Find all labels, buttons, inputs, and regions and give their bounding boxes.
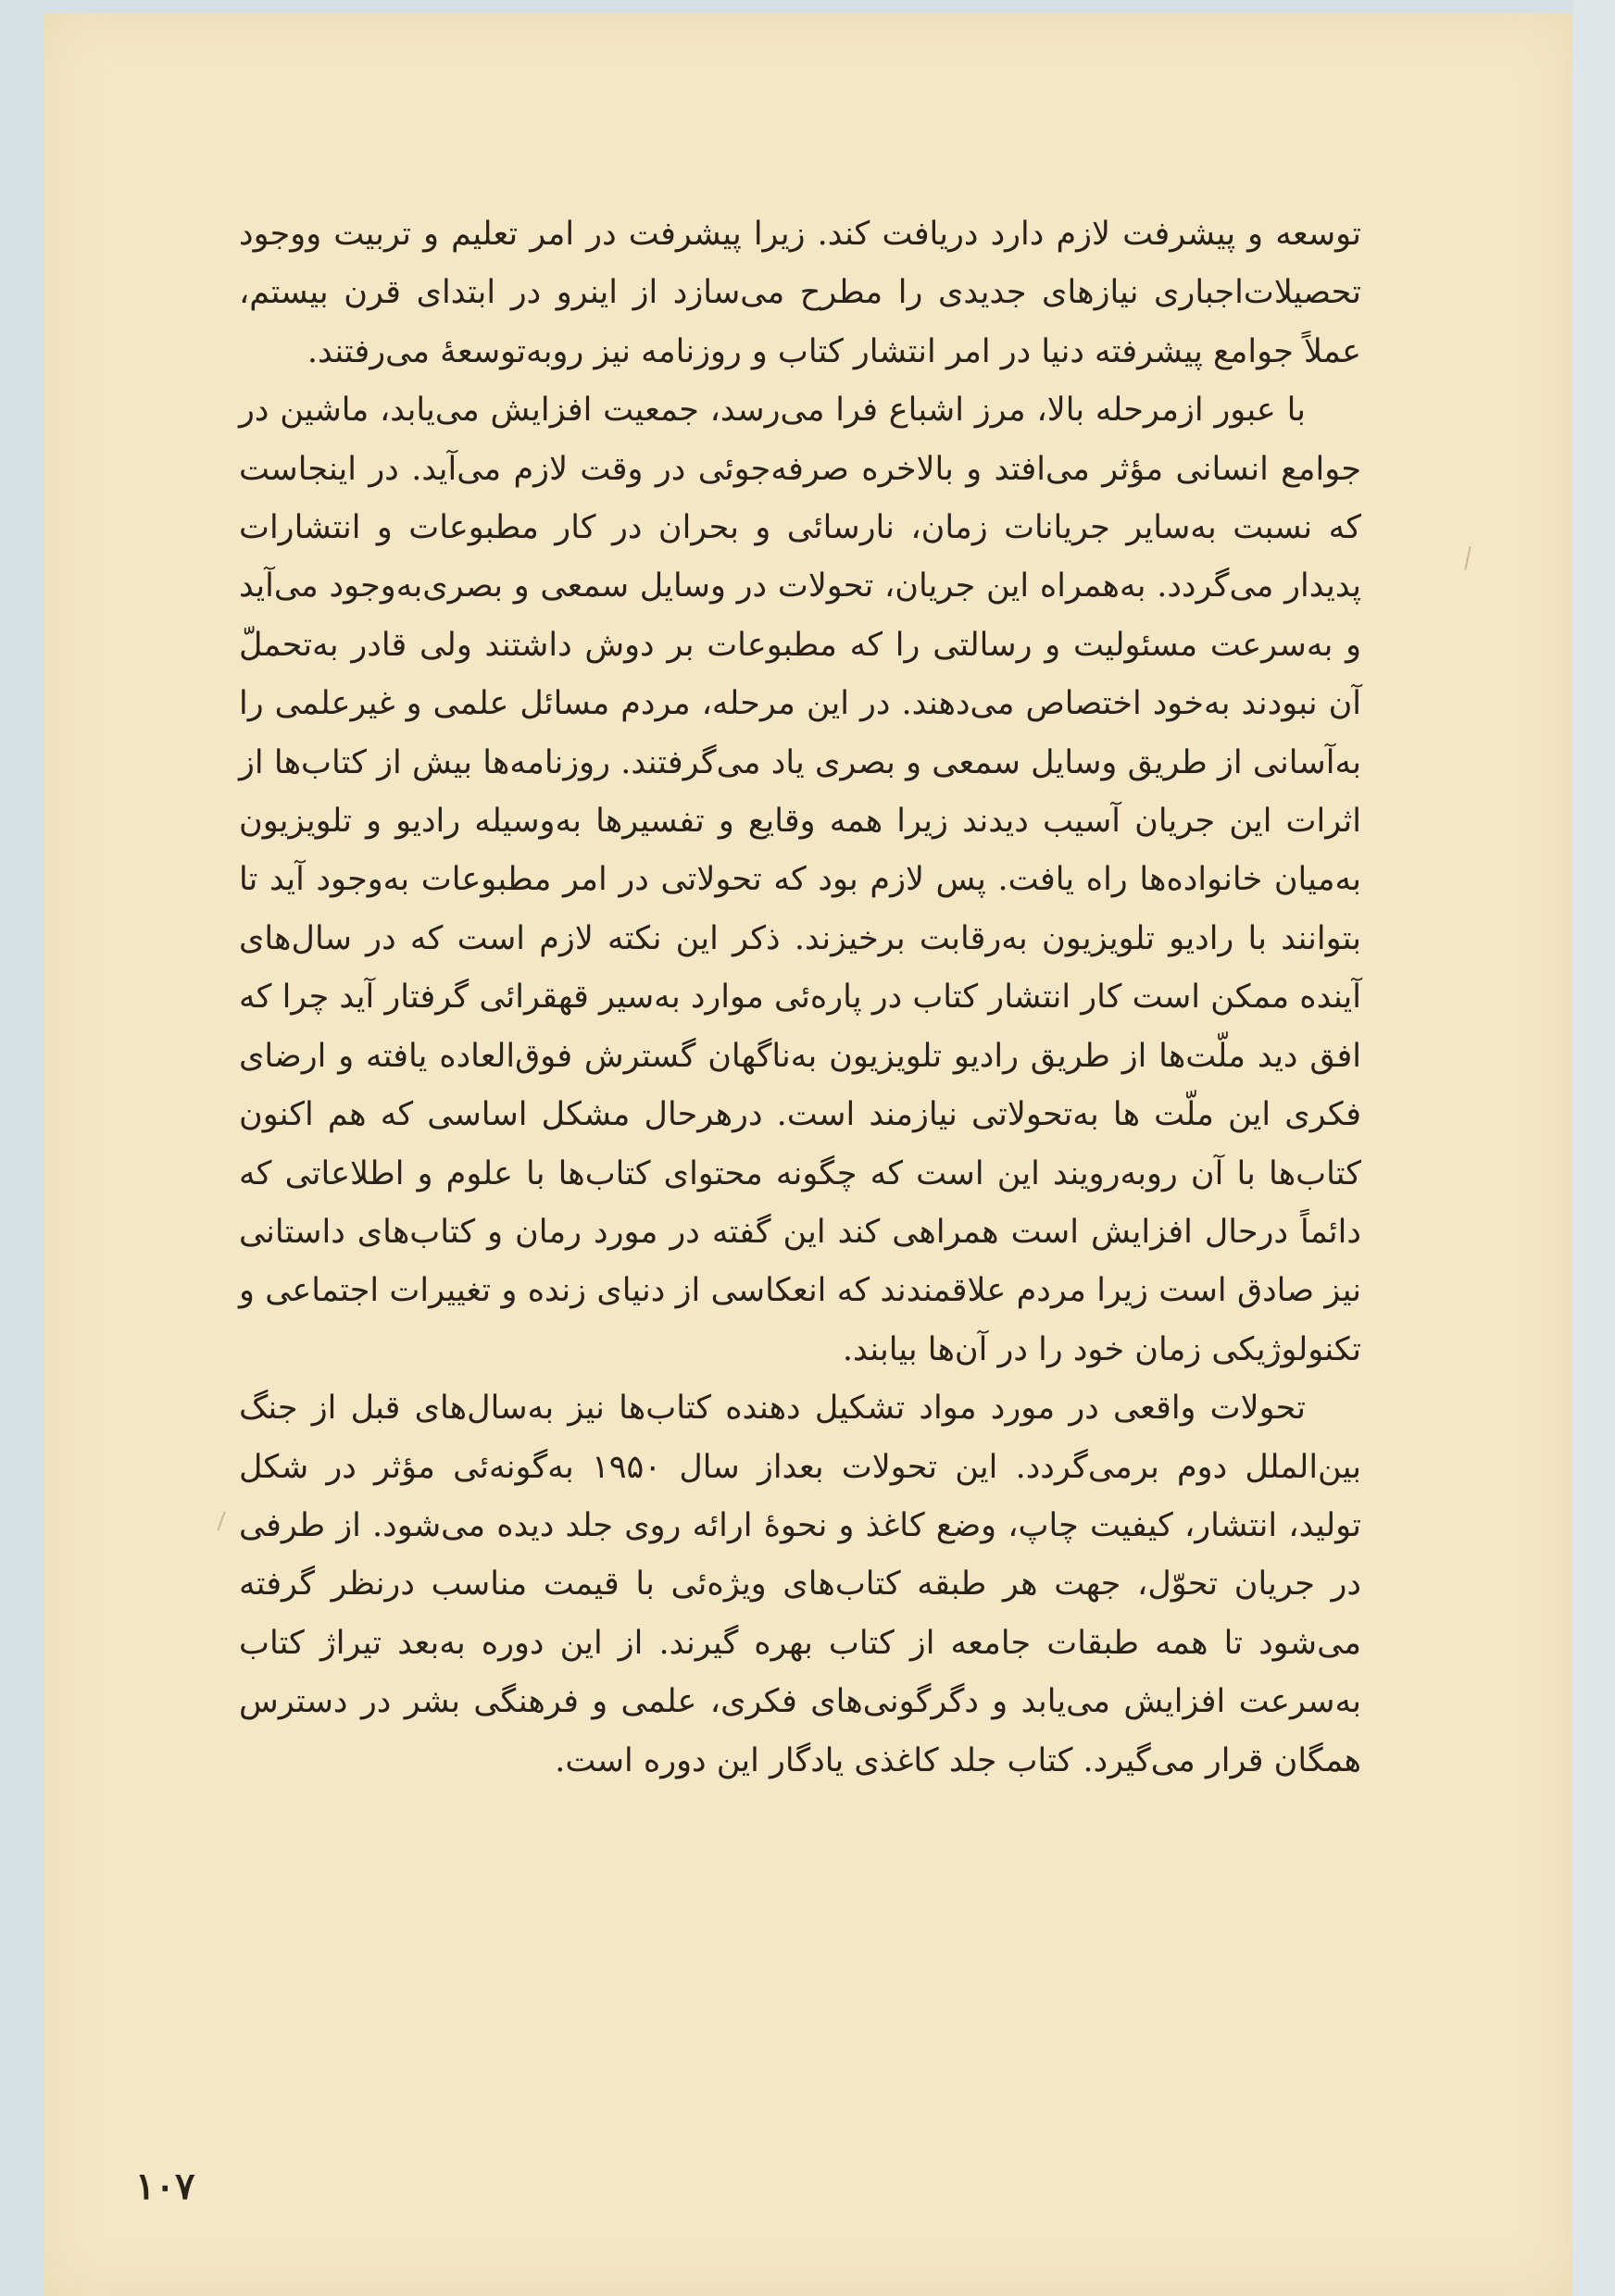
paragraph: تحولات واقعی در مورد مواد تشکیل دهنده کتاب‌ها نیز به‌سال‌های قبل از جنگ بین‌الملل دوم برمی‌گردد. این تحولات بعداز سال ۱۹۵۰ به‌گونه‌ئی مؤثر در شکل تولید، انتشار، کیفیت چاپ، وضع کاغذ و نحوهٔ ارائه روی جلد دیده می‌شود. از طرفی در جریان تحوّل، جهت هر طبقه کتاب‌های ویژه‌ئی با قیمت مناسب درنظر گرفته می‌شود تا همه طبقات جامعه از کتاب بهره گیرند. از این دوره به‌بعد تیراژ کتاب به‌سرعت افزایش می‌یابد و دگرگونی‌های فکری، علمی و فرهنگی بشر در دسترس همگان قرار می‌گیرد. کتاب جلد کاغذی یادگار این دوره است. xyxy=(239,1390,1362,1779)
page-edge xyxy=(1572,0,1615,2296)
page-number: ۱۰۷ xyxy=(135,2165,195,2208)
paragraph: توسعه و پیشرفت لازم دارد دریافت کند. زیرا پیشرفت در امر تعلیم و تربیت ووجود تحصیلات‌اجباری نیازهای جدیدی را مطرح می‌سازد از اینرو در ابتدای قرن بیستم، عملاً جوامع پیشرفته دنیا در امر انتشار کتاب و روزنامه نیز روبه‌توسعهٔ می‌رفتند. xyxy=(239,216,1361,370)
paragraph: با عبور ازمرحله بالا، مرز اشباع فرا می‌رسد، جمعیت افزایش می‌یابد، ماشین در جوامع انسانی مؤثر می‌افتد و بالاخره صرفه‌جوئی در وقت لازم می‌آید. در اینجاست که نسبت به‌سایر جریانات زمان، نارسائی و بحران در کار مطبوعات و انتشارات پدیدار می‌گردد. به‌همراه این جریان، تحولات در وسایل سمعی و بصری‌به‌وجود می‌آید و به‌سرعت مسئولیت و رسالتی را که مطبوعات بر دوش داشتند ولی قادر به‌تحملّ آن نبودند به‌خود اختصاص می‌دهند. در این مرحله، مردم مسائل علمی و غیرعلمی را به‌آسانی از طریق وسایل سمعی و بصری یاد می‌گرفتند. روزنامه‌ها بیش از کتاب‌ها از اثرات این جریان آسیب دیدند زیرا همه وقایع و تفسیرها به‌وسیله رادیو و تلویزیون به‌میان خانواده‌ها راه یافت. پس لازم بود که تحولاتی در امر مطبوعات به‌وجود آید تا بتوانند با رادیو تلویزیون به‌رقابت برخیزند. ذکر این نکته لازم است که در سال‌های آینده ممکن است کار انتشار کتاب در پاره‌ئی موارد به‌سیر قهقرائی گرفتار آید چرا که افق دید ملّت‌ها از طریق رادیو تلویزیون به‌ناگهان گسترش فوق‌العاده یافته و ارضای فکری این ملّت ها به‌تحولاتی نیازمند است. درهرحال مشکل اساسی که هم اکنون کتاب‌ها با آن روبه‌رویند این است که چگونه محتوای کتاب‌ها با علوم و اطلاعاتی که دائماً درحال افزایش است همراهی کند این گفته در مورد رمان و کتاب‌های داستانی نیز صادق است زیرا مردم علاقمندند که انعکاسی از دنیای زنده و تغییرات اجتماعی و تکنولوژیکی زمان خود را در آن‌ها بیابند. xyxy=(239,392,1361,1368)
body-text xyxy=(239,206,1361,1791)
